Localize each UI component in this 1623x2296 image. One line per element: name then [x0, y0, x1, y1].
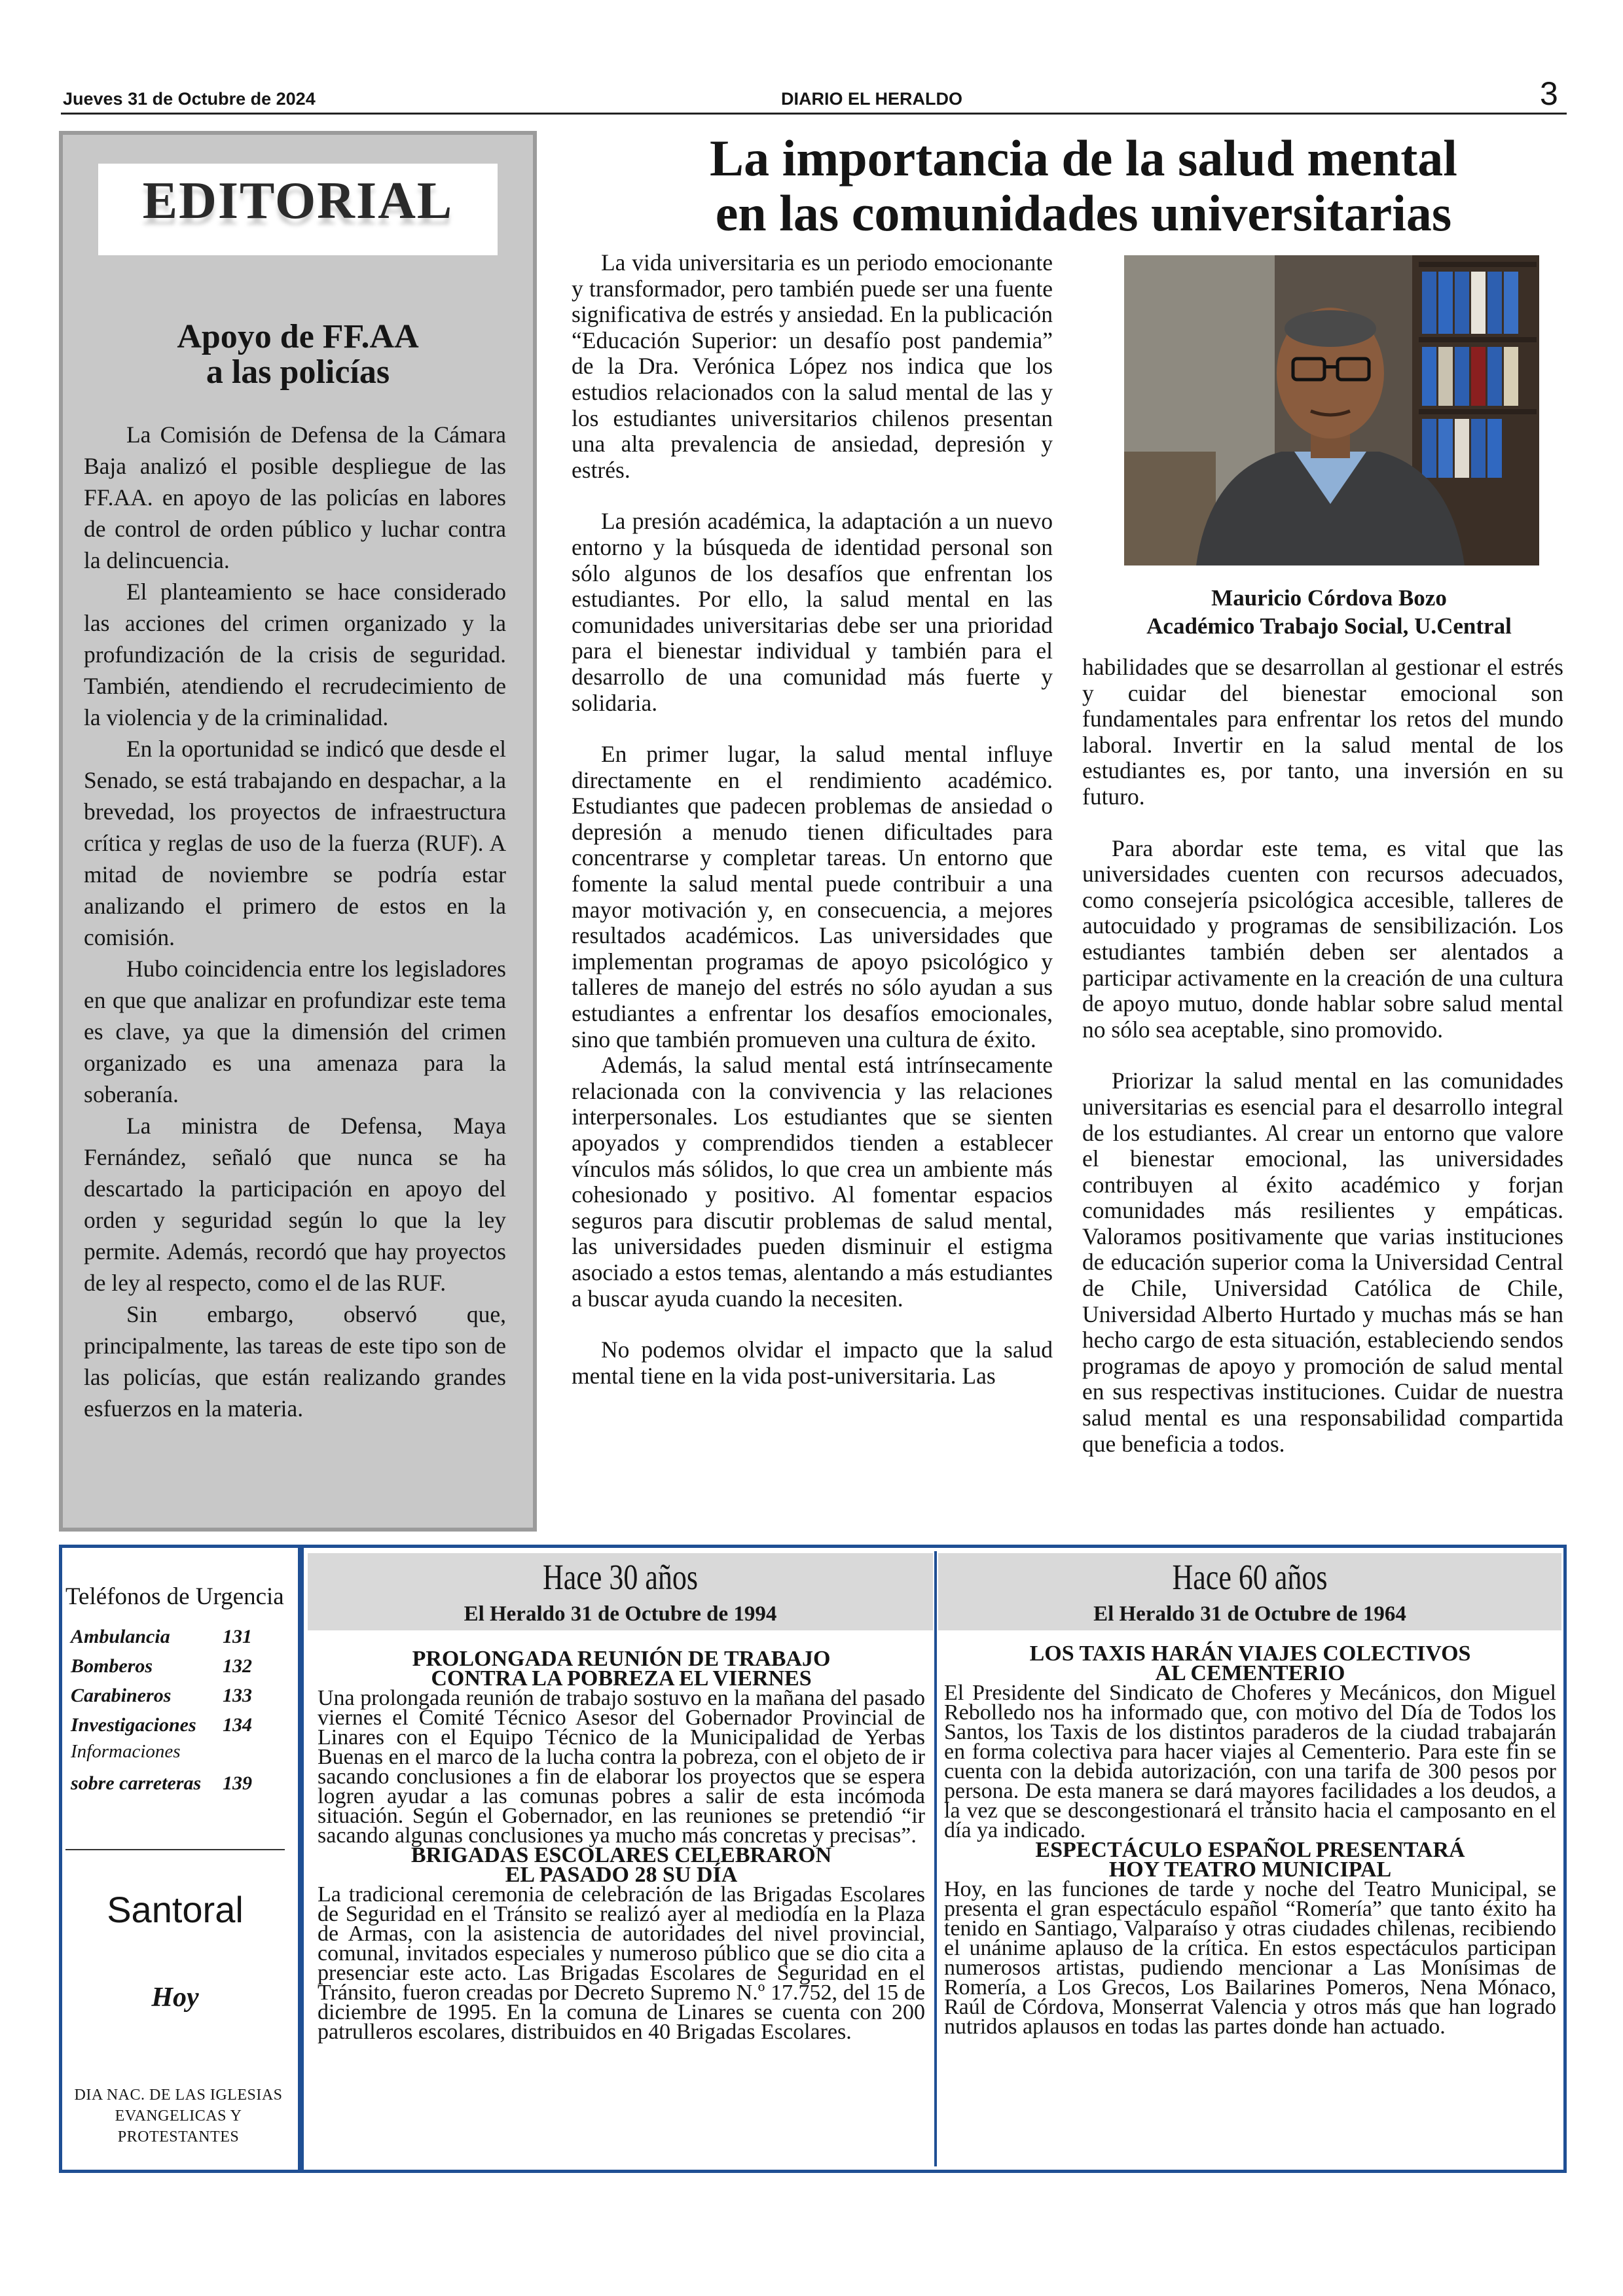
sidebar-separator: [65, 1849, 285, 1850]
hace60-subtitle: El Heraldo 31 de Octubre de 1964: [1093, 1602, 1406, 1626]
news-headline: LOS TAXIS HARÁN VIAJES COLECTIVOS: [1029, 1641, 1471, 1666]
photo-caption-name: Mauricio Córdova Bozo: [1211, 585, 1447, 611]
telefono-number: 133: [223, 1685, 252, 1706]
page-number: 3: [1540, 75, 1558, 112]
telefono-row: [71, 1655, 267, 1677]
news-headline: ESPECTÁCULO ESPAÑOL PRESENTARÁ: [1035, 1838, 1465, 1862]
editorial-paragraph: Sin embargo, observó que, principalmente, las tareas de este tipo son de las policías, que están realizando grandes esfuerzos en la materia.: [84, 1301, 506, 1422]
header-rule: [61, 113, 1567, 115]
telefono-number: 131: [223, 1626, 252, 1647]
news-body: El Presidente del Sindicato de Choferes y Mecánicos, don Miguel Rebolledo nos ha informado que, con motivo del Día de Todos los Santos, los Taxis de los distintos paraderos de la ciudad trabajarán en forma colectiva para hacer viajes al Cementerio. Para este fin se cuenta con la debida autorización, con una tarifa de 300 pesos por persona. De esta manera se dará mayores facilidades a los deudos, a la vez que se descongestionará el tránsito hacia el camposanto en el día ya indicado.: [944, 1681, 1556, 1842]
article-paragraph: No podemos olvidar el impacto que la salud mental tiene en la vida post-universitaria. Las: [572, 1336, 1053, 1389]
header-date: Jueves 31 de Octubre de 2024: [63, 89, 316, 109]
editorial-paragraph: El planteamiento se hace considerado las acciones del crimen organizado y la profundización de la crisis de seguridad. También, atendiendo el recrudecimiento de la violencia y de la criminalidad.: [84, 579, 506, 730]
telefono-name: Bomberos: [71, 1655, 153, 1677]
telefono-name: Ambulancia: [71, 1626, 170, 1647]
hace60-title: Hace 60 años: [1172, 1557, 1328, 1597]
news-headline: BRIGADAS ESCOLARES CELEBRARON: [410, 1843, 832, 1867]
telefono-info-label: Informaciones: [71, 1741, 181, 1762]
santoral-title: Santoral: [107, 1889, 244, 1930]
news-body: La tradicional ceremonia de celebración de las Brigadas Escolares de Seguridad en el Tránsito se realizó ayer al mediodía en la Plaza de Armas, con la asistencia de autoridades del nivel provincial, comunal, invitados especiales y numeroso público que se dio cita a presenciar este acto. Las Brigadas Escolares de Seguridad en el Tránsito, fueron creadas por Decreto Supremo N.º 17.752, del 15 de diciembre de 1995. En la comuna de Linares se cuenta con 200 patrulleros escolares, distribuidos en 40 Brigadas Escolares.: [318, 1882, 925, 2044]
news-headline: EL PASADO 28 SU DÍA: [505, 1863, 738, 1887]
telefono-row: [71, 1685, 267, 1707]
santoral-text: [65, 2085, 291, 2147]
article-column-2: [1082, 655, 1563, 1457]
editorial-paragraph: La Comisión de Defensa de la Cámara Baja analizó el posible despliegue de las FF.AA. en apoyo de las policías en labores de control de orden público y luchar contra la delincuencia.: [84, 422, 506, 573]
news-headline: CONTRA LA POBREZA EL VIERNES: [431, 1666, 812, 1691]
article-paragraph: La vida universitaria es un periodo emocionante y transformador, pero también puede ser una fuente significativa de estrés y ansiedad. En la publicación “Educación Superior: un desafío post pandemia” de la Dra. Verónica López nos indica que los estudios relacionados con la salud mental de las y los estudiantes universitarios chilenos presentan una alta prevalencia de ansiedad, depresión y estrés.: [572, 249, 1053, 483]
news-headline: HOY TEATRO MUNICIPAL: [1108, 1857, 1392, 1882]
telefono-number: 134: [223, 1714, 252, 1736]
telefono-row: [71, 1714, 267, 1736]
editorial-headline: [98, 319, 498, 390]
telefono-number: 132: [223, 1655, 252, 1677]
article-paragraph: Además, la salud mental está intrínsecamente relacionada con la convivencia y las relaciones interpersonales. Los estudiantes que se sienten apoyados y comprendidos tienden a establecer vínculos más sólidos, lo que crea un ambiente más cohesionado y positivo. Al fomentar espacios seguros para discutir problemas de salud mental, las universidades pueden disminuir el estigma asociado a estos temas, alentando a más estudiantes a buscar ayuda cuando la necesiten.: [572, 1052, 1053, 1312]
hace30-content: [318, 1649, 925, 2042]
photo-caption: [1087, 584, 1571, 640]
article-paragraph: Priorizar la salud mental en las comunidades universitarias es esencial para el desarrollo integral de los estudiantes. Al crear un entorno que valore el bienestar emocional, las universidades contribuyen al éxito académico y forjan comunidades más resilientes y empáticas. Valoramos positivamente que varias instituciones de educación superior coma la Universidad Central de Chile, Universidad Católica de Chile, Universidad Alberto Hurtado y muchas más se han hecho cargo de esta situación, estableciendo sendos programas de apoyo y promoción de salud mental en sus respectivas instituciones. Cuidar de nuestra salud mental es una responsabilidad compartida que beneficia a todos.: [1082, 1067, 1563, 1457]
news-headline: PROLONGADA REUNIÓN DE TRABAJO: [412, 1647, 831, 1671]
article-paragraph: La presión académica, la adaptación a un nuevo entorno y la búsqueda de identidad personal son sólo algunos de los desafíos que enfrentan los estudiantes. Por ello, la salud mental en las comunidades universitarias debe ser una prioridad para el bienestar individual y también para el desarrollo de una comunidad más fuerte y solidaria.: [572, 508, 1053, 716]
article-column-1: [572, 250, 1053, 1389]
editorial-headline-line1: Apoyo de FF.AA: [177, 318, 419, 355]
article-paragraph: habilidades que se desarrollan al gestionar el estrés y cuidar del bienestar emocional son fundamentales para enfrentar los retos del mundo laboral. Invertir en la salud mental de los estudiantes es, por tanto, una inversión en su futuro.: [1082, 654, 1563, 810]
news-headline: AL CEMENTERIO: [1155, 1661, 1345, 1685]
article-title-line2: en las comunidades universitarias: [715, 185, 1452, 242]
article-paragraph: En primer lugar, la salud mental influye directamente en el rendimiento académico. Estudiantes que padecen problemas de ansiedad o depresión a menudo tienen dificultades para concentrarse y completar tareas. Un entorno que fomente la salud mental puede contribuir a una mayor motivación y, en consecuencia, a mejores resultados académicos. Las universidades que implementan programas de apoyo psicológico y talleres de manejo del estrés no sólo ayudan a sus estudiantes a enfrentar los desafíos emocionales, sino que también promueven una cultura de éxito.: [572, 741, 1053, 1052]
telefono-row: [71, 1772, 267, 1795]
news-body: Una prolongada reunión de trabajo sostuvo en la mañana del pasado viernes el Comité Técnico Asesor del Gobernador Provincial de Linares con el Equipo Técnico de la Municipalidad de Yerbas Buenas en el marco de la lucha contra la pobreza, con el objeto de ir sacando conclusiones a fin de elaborar los proyectos que se espera logren ayudar a las comunas pobres a salir de esta incómoda situación. Según el Gobernador, en las reuniones se pretendió “ir sacando algunas conclusiones ya mucho más concretas y precisas”.: [318, 1686, 925, 1848]
article-title: [563, 131, 1604, 241]
hace30-title: Hace 30 años: [542, 1557, 699, 1597]
hace60-content: [944, 1641, 1556, 2039]
santoral-text-line: DIA NAC. DE LAS IGLESIAS: [74, 2087, 283, 2104]
article-title-line1: La importancia de la salud mental: [710, 130, 1457, 187]
sidebar-divider: [298, 1545, 304, 2173]
telefono-name: sobre carreteras: [71, 1772, 202, 1794]
editorial-label: EDITORIAL: [142, 172, 454, 230]
newspaper-name: DIARIO EL HERALDO: [781, 89, 963, 109]
photo-caption-role: Académico Trabajo Social, U.Central: [1146, 613, 1512, 639]
author-photo: [1124, 255, 1539, 565]
hace30-subtitle: El Heraldo 31 de Octubre de 1994: [464, 1602, 777, 1626]
editorial-headline-line2: a las policías: [206, 353, 390, 391]
santoral-text-line: EVANGELICAS Y: [115, 2108, 242, 2125]
editorial-body: [84, 419, 506, 1424]
telefono-name: Investigaciones: [71, 1714, 196, 1736]
santoral-hoy: Hoy: [151, 1982, 199, 2013]
santoral-text-line: PROTESTANTES: [117, 2128, 240, 2145]
telefono-number: 139: [223, 1772, 252, 1794]
telefono-row: [71, 1626, 267, 1648]
editorial-paragraph: Hubo coincidencia entre los legisladores en que que analizar en profundizar este tema es clave, ya que la dimensión del crimen organizado es una amenaza para la soberanía.: [84, 956, 506, 1107]
news-body: Hoy, en las funciones de tarde y noche del Teatro Municipal, se presenta el gran espectáculo español “Romería” que tanto éxito ha tenido en Santiago, Valparaíso y otras ciudades chilenas, recibiendo el unánime aplauso de la crítica. En estos espectáculos participan numerosos artistas, pudiendo mencionar a Las Monísimas de Romería, a Los Grecos, Los Bailarines Pomeros, Nena Mónaco, Raúl de Córdova, Monserrat Valencia y otros más que han logrado nutridos aplausos en todas las partes donde han actuado.: [944, 1877, 1556, 2039]
editorial-paragraph: La ministra de Defensa, Maya Fernández, señaló que nunca se ha descartado la participación en apoyo del orden y seguridad según lo que la ley permite. Además, recordó que hay proyectos de ley al respecto, como el de las RUF.: [84, 1113, 506, 1296]
editorial-paragraph: En la oportunidad se indicó que desde el Senado, se está trabajando en despachar, a la brevedad, los proyectos de infraestructura crítica y reglas de uso de la fuerza (RUF). A mitad de noviembre se podría estar analizando el primero de estos en la comisión.: [84, 736, 506, 950]
telefonos-title: Teléfonos de Urgencia: [65, 1583, 284, 1610]
hace-divider: [934, 1551, 937, 2166]
telefono-name: Carabineros: [71, 1685, 172, 1706]
article-paragraph: Para abordar este tema, es vital que las universidades cuenten con recursos adecuados, como consejería psicológica accesible, talleres de autocuidado y programas de sensibilización. Los estudiantes también deben ser alentados a participar activamente en la creación de una cultura de apoyo mutuo, donde hablar sobre salud mental no sólo sea aceptable, sino promovido.: [1082, 834, 1563, 1043]
